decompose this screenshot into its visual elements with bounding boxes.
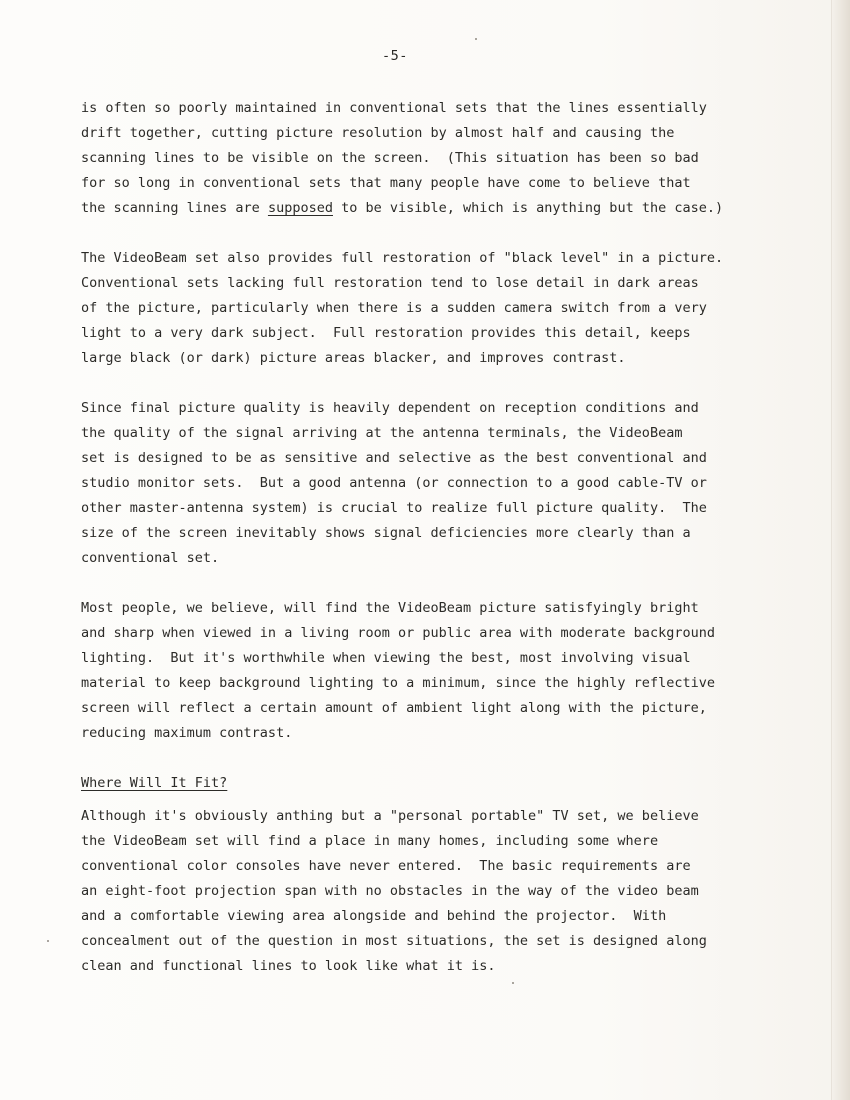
section-heading: Where Will It Fit? <box>81 775 228 791</box>
text-line: an eight-foot projection span with no obstacles in the way of the video beam <box>81 883 699 899</box>
text-line: reducing maximum contrast. <box>81 725 293 741</box>
text-line: and a comfortable viewing area alongside and behind the projector. With <box>81 908 667 924</box>
text-line: drift together, cutting picture resolution by almost half and causing the <box>81 125 675 141</box>
text-line: conventional set. <box>81 550 220 566</box>
paper-speck <box>512 982 514 984</box>
underlined-word: supposed <box>267 200 333 216</box>
text-line: Conventional sets lacking full restoration tend to lose detail in dark areas <box>81 275 699 291</box>
text-line: screen will reflect a certain amount of ambient light along with the picture, <box>81 700 707 716</box>
paragraph-lighting <box>81 596 781 746</box>
text-line: conventional color consoles have never entered. The basic requirements are <box>81 858 691 874</box>
text-line: lighting. But it's worthwhile when viewing the best, most involving visual <box>81 650 691 666</box>
text-segment: the scanning lines are <box>81 200 268 216</box>
paper-speck <box>475 38 477 40</box>
document-body <box>81 96 781 979</box>
text-line: clean and functional lines to look like what it is. <box>81 958 496 974</box>
text-line: the quality of the signal arriving at the antenna terminals, the VideoBeam <box>81 425 683 441</box>
text-line: and sharp when viewed in a living room or public area with moderate background <box>81 625 715 641</box>
text-line: The VideoBeam set also provides full restoration of "black level" in a picture. <box>81 250 724 266</box>
text-line: size of the screen inevitably shows signal deficiencies more clearly than a <box>81 525 691 541</box>
paragraph-scanning-lines <box>81 96 781 221</box>
text-line: of the picture, particularly when there is a sudden camera switch from a very <box>81 300 707 316</box>
text-line: Although it's obviously anthing but a "personal portable" TV set, we believe <box>81 808 699 824</box>
text-line: studio monitor sets. But a good antenna (or connection to a good cable-TV or <box>81 475 707 491</box>
paragraph-black-level <box>81 246 781 371</box>
page-number: -5- <box>382 48 408 64</box>
text-line: is often so poorly maintained in conventional sets that the lines essentially <box>81 100 707 116</box>
text-line: large black (or dark) picture areas blacker, and improves contrast. <box>81 350 626 366</box>
page-edge-shadow <box>831 0 850 1100</box>
text-line-with-emphasis <box>81 196 781 221</box>
text-line: concealment out of the question in most situations, the set is designed along <box>81 933 707 949</box>
section-where-will-it-fit <box>81 771 781 979</box>
text-line: the VideoBeam set will find a place in many homes, including some where <box>81 833 659 849</box>
text-line: Most people, we believe, will find the VideoBeam picture satisfyingly bright <box>81 600 699 616</box>
text-line: other master-antenna system) is crucial to realize full picture quality. The <box>81 500 707 516</box>
text-line: for so long in conventional sets that many people have come to believe that <box>81 175 691 191</box>
text-line: set is designed to be as sensitive and selective as the best conventional and <box>81 450 707 466</box>
paragraph-reception <box>81 396 781 571</box>
text-line: Since final picture quality is heavily dependent on reception conditions and <box>81 400 699 416</box>
text-line: material to keep background lighting to a minimum, since the highly reflective <box>81 675 715 691</box>
text-segment: to be visible, which is anything but the case.) <box>332 200 724 216</box>
text-line: light to a very dark subject. Full restoration provides this detail, keeps <box>81 325 691 341</box>
text-line: scanning lines to be visible on the screen. (This situation has been so bad <box>81 150 699 166</box>
paper-speck <box>47 940 49 942</box>
